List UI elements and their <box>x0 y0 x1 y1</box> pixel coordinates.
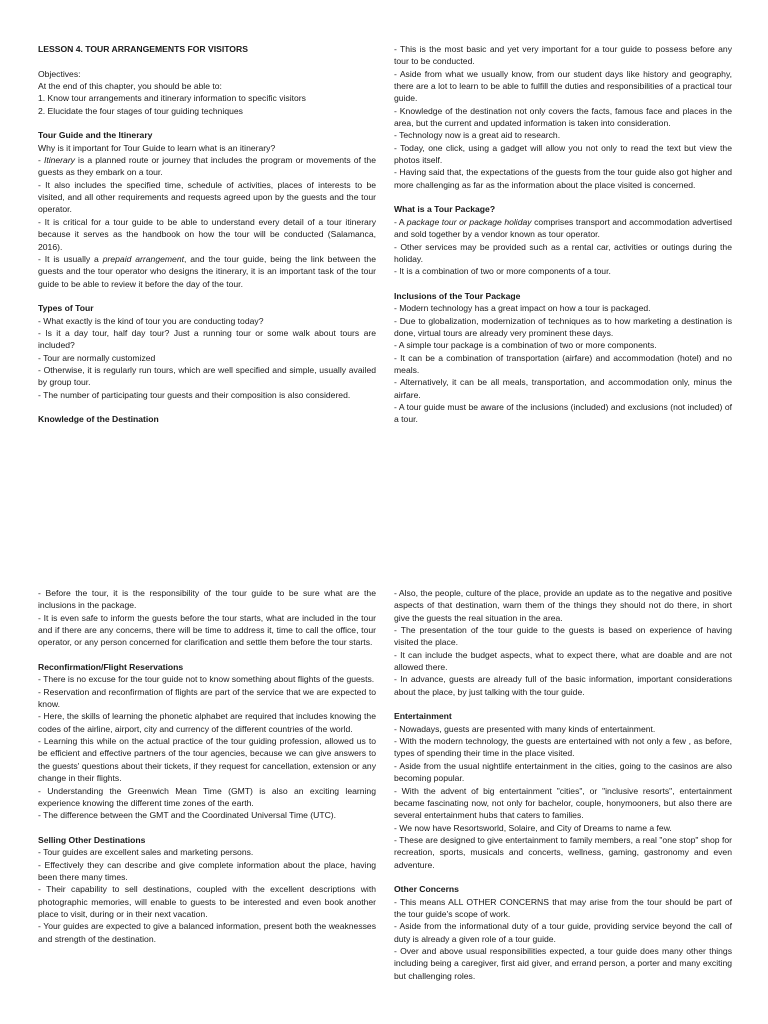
section-heading-types-of-tour: Types of Tour <box>38 303 94 314</box>
list-item: - Here, the skills of learning the phonetic alphabet are required that includes knowing the codes of the airline, airport, city and currency of the different countries of the world. <box>38 711 376 734</box>
list-item: - In advance, guests are already full of the basic information, important considerations about the place, by just talking with the tour guide. <box>394 674 732 697</box>
section-heading-selling-destinations: Selling Other Destinations <box>38 834 146 845</box>
package-text: comprises transport and accommodation advertised and sold together by a vendor known as tour operator. <box>394 216 733 240</box>
package-prefix: - A <box>394 216 407 227</box>
italic-term-prepaid: prepaid arrangement <box>102 253 184 264</box>
list-item: - Today, one click, using a gadget will allow you not only to read the text but view the photos itself. <box>394 142 732 166</box>
bullet-prefix: - <box>38 155 44 166</box>
paragraph: - It also includes the specified time, schedule of activities, places of interests to be visited, and all other requirements and requests agreed upon by the guests and the tour operator. <box>38 179 376 215</box>
section-heading-other-concerns: Other Concerns <box>394 884 459 895</box>
paragraph: - It is critical for a tour guide to be able to understand every detail of a tour itinerary because it serves as the handbook on how the tour will be conducted (Salamanca, 2016). <box>38 216 376 252</box>
section-heading-tour-guide-itinerary: Tour Guide and the Itinerary <box>38 130 153 141</box>
list-item: - Effectively they can describe and give complete information about the place, having been there many times. <box>38 859 376 882</box>
list-item: - Other services may be provided such as a rental car, activities or outings during the holiday. <box>394 241 732 264</box>
section-question: Why is it important for Tour Guide to learn what is an itinerary? <box>38 142 276 153</box>
list-item: - It is a combination of two or more components of a tour. <box>394 266 611 277</box>
list-item: - Modern technology has a great impact on how a tour is packaged. <box>394 303 651 314</box>
list-item: - Before the tour, it is the responsibility of the tour guide to be sure what are the inclusions in the package. <box>38 588 376 611</box>
list-item: - Also, the people, culture of the place, provide an update as to the negative and positive aspects of that destination, warn them of the things they should not do there, in short give the guests the real situation in the area. <box>394 588 732 623</box>
italic-term-package-tour: package tour or package holiday <box>406 216 532 227</box>
italic-term-itinerary: Itinerary <box>43 155 75 166</box>
list-item: - It can include the budget aspects, what to expect there, what are doable and are not allowed there. <box>394 649 732 673</box>
list-item: - Aside from what we usually know, from our student days like history and geography, there are a lot to learn to be able to fulfill the duties and responsibilities of a practical tour guide. <box>394 68 732 104</box>
column-bottom-left <box>38 587 376 945</box>
list-item: - There is no excuse for the tour guide not to know something about flights of the guests. <box>38 674 375 685</box>
objectives-label: Objectives: <box>38 68 81 79</box>
paragraph-itinerary-definition <box>38 154 376 179</box>
list-item: - Tour are normally customized <box>38 352 156 363</box>
list-item: - The presentation of the tour guide to the guests is based on experience of having visited the place. <box>394 625 732 648</box>
paragraph-package-definition <box>394 216 732 241</box>
column-top-left <box>38 43 376 426</box>
list-item: - Alternatively, it can be all meals, transportation, and accommodation only, minus the airfare. <box>394 377 732 400</box>
list-item: - What exactly is the kind of tour you are conducting today? <box>38 315 264 326</box>
list-item: - Due to globalization, modernization of techniques as to how marketing a destination is done, virtual tours are already very prominent these days. <box>394 315 732 338</box>
list-item: - Aside from the usual nightlife entertainment in the cities, going to the casinos are also becoming popular. <box>394 760 732 784</box>
prepaid-prefix: - It is usually a <box>38 253 103 264</box>
list-item: - Having said that, the expectations of the guests from the tour guide also got higher and more challenging as far as the information about the place visited is concerned. <box>394 167 732 190</box>
section-heading-inclusions: Inclusions of the Tour Package <box>394 290 521 301</box>
list-item: - Tour guides are excellent sales and marketing persons. <box>38 847 254 858</box>
column-bottom-right <box>394 587 732 982</box>
column-top-right <box>394 43 732 426</box>
list-item: - Aside from the informational duty of a tour guide, providing service beyond the call of duty is already a given role of a tour guide. <box>394 921 732 944</box>
list-item: - Your guides are expected to give a balanced information, present both the weaknesses and strength of the destination. <box>38 921 376 944</box>
list-item: - We now have Resortsworld, Solaire, and City of Dreams to name a few. <box>394 822 672 833</box>
list-item: - Reservation and reconfirmation of flights are part of the service that we are expected to know. <box>38 686 376 710</box>
lesson-title: LESSON 4. TOUR ARRANGEMENTS FOR VISITORS <box>38 44 248 54</box>
list-item: - Over and above usual responsibilities expected, a tour guide does many other things including being a caregiver, first aid giver, and errand person, a porter and many exciting but challenging roles. <box>394 945 732 981</box>
list-item: - Learning this while on the actual practice of the tour guiding profession, allowed us to be efficient and effective partners of the tour agencies, because we can give answers to the guests' questions about their tickets, if they request for cancellation, extension or any change in their flights. <box>38 736 376 784</box>
list-item: - The number of participating tour guests and their composition is also considered. <box>38 389 351 400</box>
section-heading-knowledge-destination: Knowledge of the Destination <box>38 414 159 425</box>
section-heading-reconfirmation: Reconfirmation/Flight Reservations <box>38 662 184 673</box>
list-item: - This is the most basic and yet very important for a tour guide to possess before any tour to be conducted. <box>394 44 732 67</box>
prepaid-text: , and the tour guide, being the link between the guests and the tour operator who designs the itinerary, it is an important task of the tour guide to be able to review it before the day of the tour. <box>38 253 376 289</box>
list-item: - It is even safe to inform the guests before the tour starts, what are included in the tour and if there are any concerns, there will be time to address it, time to call the office, tour operator, or any person concerned for clarification and settle them before the tour starts. <box>38 612 376 648</box>
list-item: - A simple tour package is a combination of two or more components. <box>394 340 657 351</box>
list-item: - With the advent of big entertainment "cities", or "inclusive resorts", entertainment became fascinating now, not only for bachelor, couple, honymooners, but also there are several entertainment hubs that caters to families. <box>394 785 732 821</box>
list-item: - Their capability to sell destinations, coupled with the excellent descriptions with photographic memories, will enable to guests to be interested and even book another place to visit, during or in their next vacation. <box>38 884 376 919</box>
list-item: - It can be a combination of transportation (airfare) and accommodation (hotel) and no meals. <box>394 352 732 375</box>
list-item: - Technology now is a great aid to research. <box>394 130 561 141</box>
objectives-lead: At the end of this chapter, you should be able to: <box>38 81 222 92</box>
section-heading-tour-package: What is a Tour Package? <box>394 204 496 215</box>
section-heading-entertainment: Entertainment <box>394 711 452 722</box>
list-item: - A tour guide must be aware of the inclusions (included) and exclusions (not included) of a tour. <box>394 401 732 425</box>
list-item: - Knowledge of the destination not only covers the facts, famous face and places in the area, but the current and updated information is taken into consideration. <box>394 105 732 129</box>
list-item: - These are designed to give entertainment to family members, a real "one stop" shop for recreation, sports, musicals and concerts, wellness, gaming, gastronomy and even adventure. <box>394 834 732 870</box>
list-item: - Nowadays, guests are presented with many kinds of entertainment. <box>394 723 656 734</box>
list-item: - Otherwise, it is regularly run tours, which are well specified and simple, usually availed by group tour. <box>38 364 376 388</box>
list-item: - With the modern technology, the guests are entertained with not only a few , as before, types of spending their time in the place visited. <box>394 736 732 759</box>
definition-text: is a planned route or journey that includes the program or movements of the guests as they embark on a tour. <box>38 155 376 178</box>
list-item: - The difference between the GMT and the Coordinated Universal Time (UTC). <box>38 810 337 821</box>
paragraph-prepaid <box>38 253 376 290</box>
list-item: - Understanding the Greenwich Mean Time (GMT) is also an exciting learning experience knowing the different time zones of the earth. <box>38 785 376 808</box>
list-item: - Is it a day tour, half day tour? Just a running tour or some walk about tours are included? <box>38 327 376 351</box>
objective-item: 1. Know tour arrangements and itinerary information to specific visitors <box>38 93 306 104</box>
objective-item: 2. Elucidate the four stages of tour guiding techniques <box>38 105 243 116</box>
list-item: - This means ALL OTHER CONCERNS that may arise from the tour should be part of the tour guide's scope of work. <box>394 896 732 919</box>
